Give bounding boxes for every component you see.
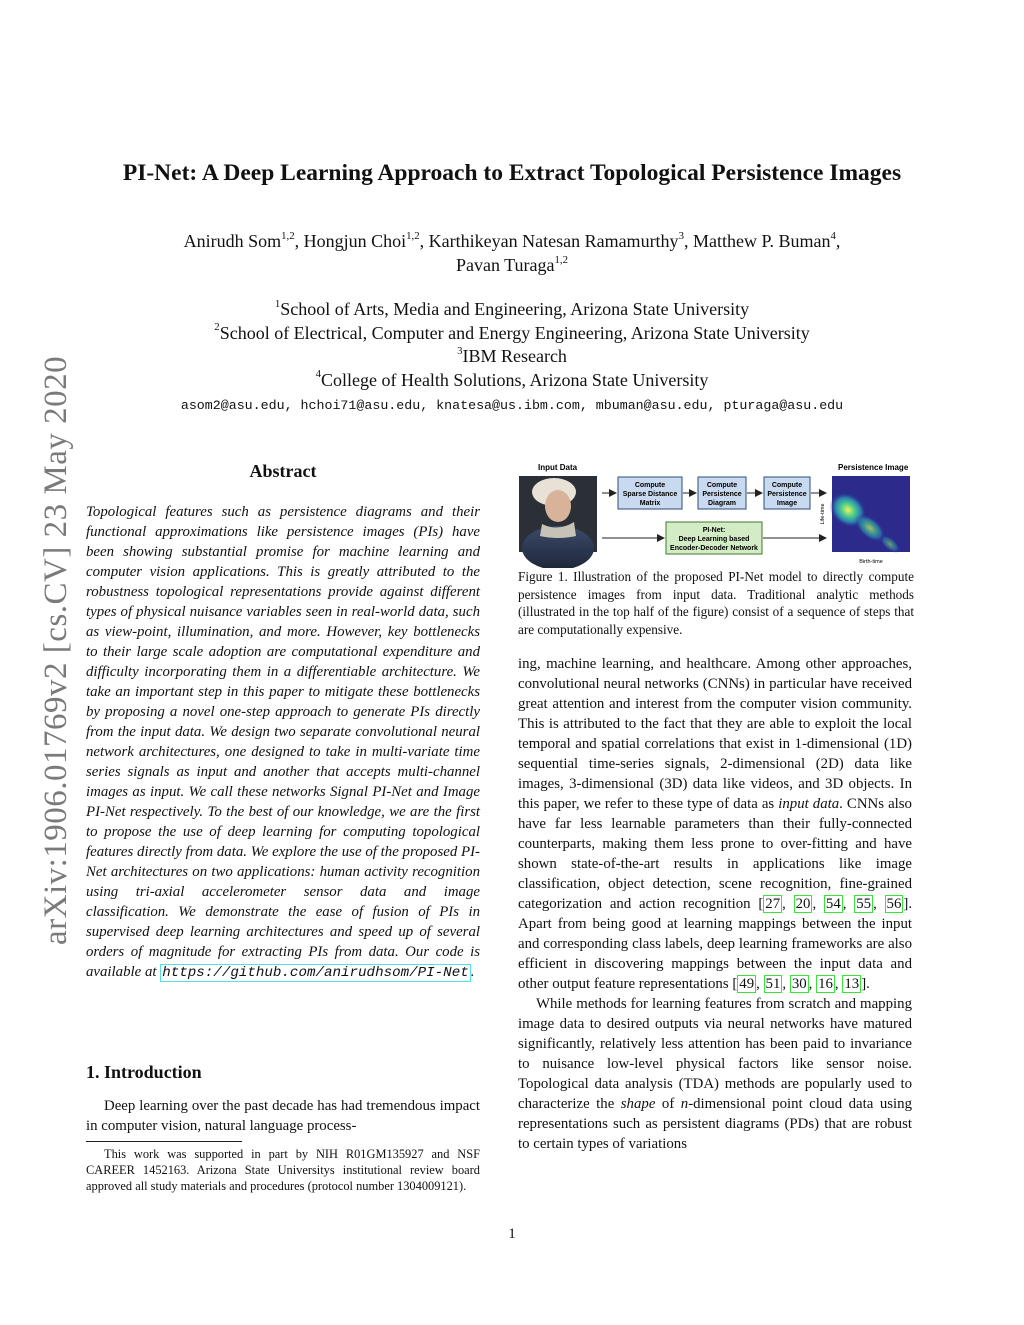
author: Anirudh Som$^{1,2}$, <box>183 229 304 251</box>
portrait-image <box>519 476 597 568</box>
compute-persistence-diagram-box <box>698 477 746 509</box>
pi-net-box <box>666 522 762 554</box>
paper-title: PI-Net: A Deep Learning Approach to Extract Topological Persistence Images <box>122 160 902 186</box>
author-list <box>80 229 944 277</box>
affiliation: $^4$College of Health Solutions, Arizona State University <box>315 368 709 390</box>
svg-text:Encoder-Decoder Network: Encoder-Decoder Network <box>670 545 758 552</box>
svg-text:Image: Image <box>776 500 798 507</box>
abstract-heading: Abstract <box>249 461 317 481</box>
figure-1 <box>518 460 914 568</box>
paragraph: While methods for learning features from scratch and mapping image data to desired outputs via neural networks have matured significantly, relatively less attention has been paid to invariance to nuisance low-level physical factors like sensor noise. Topological data analysis (TDA) methods are popularly used to characterize the shape of n-dimensional point cloud data using representations such as persistent diagrams (PDs) that are robust to certain types of variations <box>518 996 913 1152</box>
affiliation-list <box>80 298 944 392</box>
citation-link[interactable]: 16 <box>818 976 833 992</box>
citation-link[interactable]: 27 <box>765 896 781 912</box>
citation-link[interactable]: 49 <box>739 976 755 992</box>
svg-text:Deep Learning based: Deep Learning based <box>678 536 750 543</box>
page-number: 1 <box>508 1226 516 1242</box>
citation-link[interactable]: 54 <box>825 896 841 912</box>
introduction-text: Deep learning over the past decade has had tremendous impact in computer vision, natural language process- <box>86 1098 480 1134</box>
citation-link[interactable]: 56 <box>886 896 902 912</box>
author-emails: asom2@asu.edu, hchoi71@asu.edu, knatesa@us.ibm.com, mbuman@asu.edu, pturaga@asu.edu <box>180 398 844 413</box>
citation-link[interactable]: 13 <box>844 976 860 992</box>
persistence-image-plot <box>822 476 910 556</box>
life-time-axis-label: Life-time <box>820 503 826 525</box>
paragraph: ing, machine learning, and healthcare. Among other approaches, convolutional neural networks (CNNs) in particular have received great attention and interest from the computer vision community. This is attributed to the fact that they are able to exploit the local temporal and spatial correlations that exist in 1-dimensional (1D) sequential time-series signals, 2-dimensional (2D) data like images, 3-dimensional (3D) data like videos, and 3D objects. In this paper, we refer to these type of data as input data. CNNs also have far less learnable parameters than their fully-connected counterparts, making them less prone to over-fitting and have shown state-of-the-art results in applications like image classification, object detection, scene recognition, fine-grained categorization and action recognition [ 27 , 20 , 54 , 55 , 56 ]. Apart from being good at learning mappings between the input and corresponding class labels, deep learning frameworks are also efficient in discovering mappings between the input data and other output feature representations [ 49 , 51 , 30 , 16 , 13 ]. <box>518 656 913 992</box>
input-data-label: Input Data <box>538 463 578 472</box>
citation-link[interactable]: 51 <box>765 976 781 992</box>
persistence-image-label: Persistence Image <box>838 463 909 472</box>
author: Matthew P. Buman$^4$, <box>692 229 841 251</box>
introduction-continued <box>518 654 912 1154</box>
svg-text:Sparse Distance: Sparse Distance <box>622 491 678 498</box>
citation-link[interactable]: 30 <box>791 976 807 992</box>
compute-persistence-image-box <box>764 477 810 509</box>
birth-time-axis-label: Birth-time <box>859 559 883 565</box>
figure-caption: Figure 1. Illustration of the proposed PI-Net model to directly compute persistence images from input data. Traditional analytic methods (illustrated in the top half of the figure) consist of a sequence of steps that are computationally expensive. <box>518 569 914 637</box>
author: Pavan Turaga$^{1,2}$ <box>456 253 568 275</box>
compute-sparse-distance-box <box>618 477 682 509</box>
footnote: This work was supported in part by NIH R01GM135927 and NSF CAREER 1452163. Arizona State Universitys institutional review board approved all study materials and procedures (protocol number 1304009121). <box>86 1147 480 1193</box>
svg-text:Compute: Compute <box>771 482 803 489</box>
svg-text:Diagram: Diagram <box>707 500 737 507</box>
github-link[interactable]: https://github.com/anirudhsom/PI-Net <box>162 965 469 981</box>
svg-text:Compute: Compute <box>634 482 666 489</box>
affiliation: $^2$School of Electrical, Computer and Energy Engineering, Arizona State University <box>214 321 810 343</box>
pipeline-diagram <box>518 460 914 568</box>
affiliation: $^1$School of Arts, Media and Engineering, Arizona State University <box>274 297 750 319</box>
section-heading-introduction: 1. Introduction <box>86 1062 202 1082</box>
citation-link[interactable]: 20 <box>795 896 811 912</box>
svg-text:Persistence: Persistence <box>702 491 742 498</box>
citation-link[interactable]: 55 <box>856 896 872 912</box>
svg-text:Persistence: Persistence <box>767 491 807 498</box>
author: Karthikeyan Natesan Ramamurthy$^3$, <box>428 229 693 251</box>
footnote-divider <box>86 1141 242 1142</box>
affiliation: $^3$IBM Research <box>457 344 567 366</box>
author: Hongjun Choi$^{1,2}$, <box>303 229 429 251</box>
svg-text:Matrix: Matrix <box>639 500 661 507</box>
abstract-text: Topological features such as persistence diagrams and their functional approximations like persistence images (PIs) have been showing substantial promise for machine learning and computer vision applications. This is greatly attributed to the robustness topological representations provide against different types of physical nuisance variables seen in real-world data, such as view-point, illumination, and more. However, key bottlenecks to their large scale adoption are computational expenditure and difficulty incorporating them in a differentiable architecture. We take an important step in this paper to mitigate these bottlenecks by proposing a novel one-step approach to generate PIs directly from the input data. We design two separate convolutional neural network architectures, one designed to take in multi-variate time series signals as input and another that accepts multi-channel images as input. We call these networks Signal PI-Net and Image PI-Net respectively. To the best of our knowledge, we are the first to propose the use of deep learning for computing topological features directly from data. We explore the use of the proposed PI-Net architectures on two applications: human activity recognition using tri-axial accelerometer sensor data and image classification. We demonstrate the ease of fusion of PIs in supervised deep learning architectures and speed up of several orders of magnitude for extracting PIs from data. Our code is available at https://github.com/anirudhsom/PI-Net . <box>86 504 480 981</box>
arxiv-identifier-stamp: arXiv:1906.01769v2 [cs.CV] 23 May 2020 <box>38 355 74 945</box>
svg-text:Compute: Compute <box>706 482 738 489</box>
svg-text:PI-Net:: PI-Net: <box>702 527 726 534</box>
